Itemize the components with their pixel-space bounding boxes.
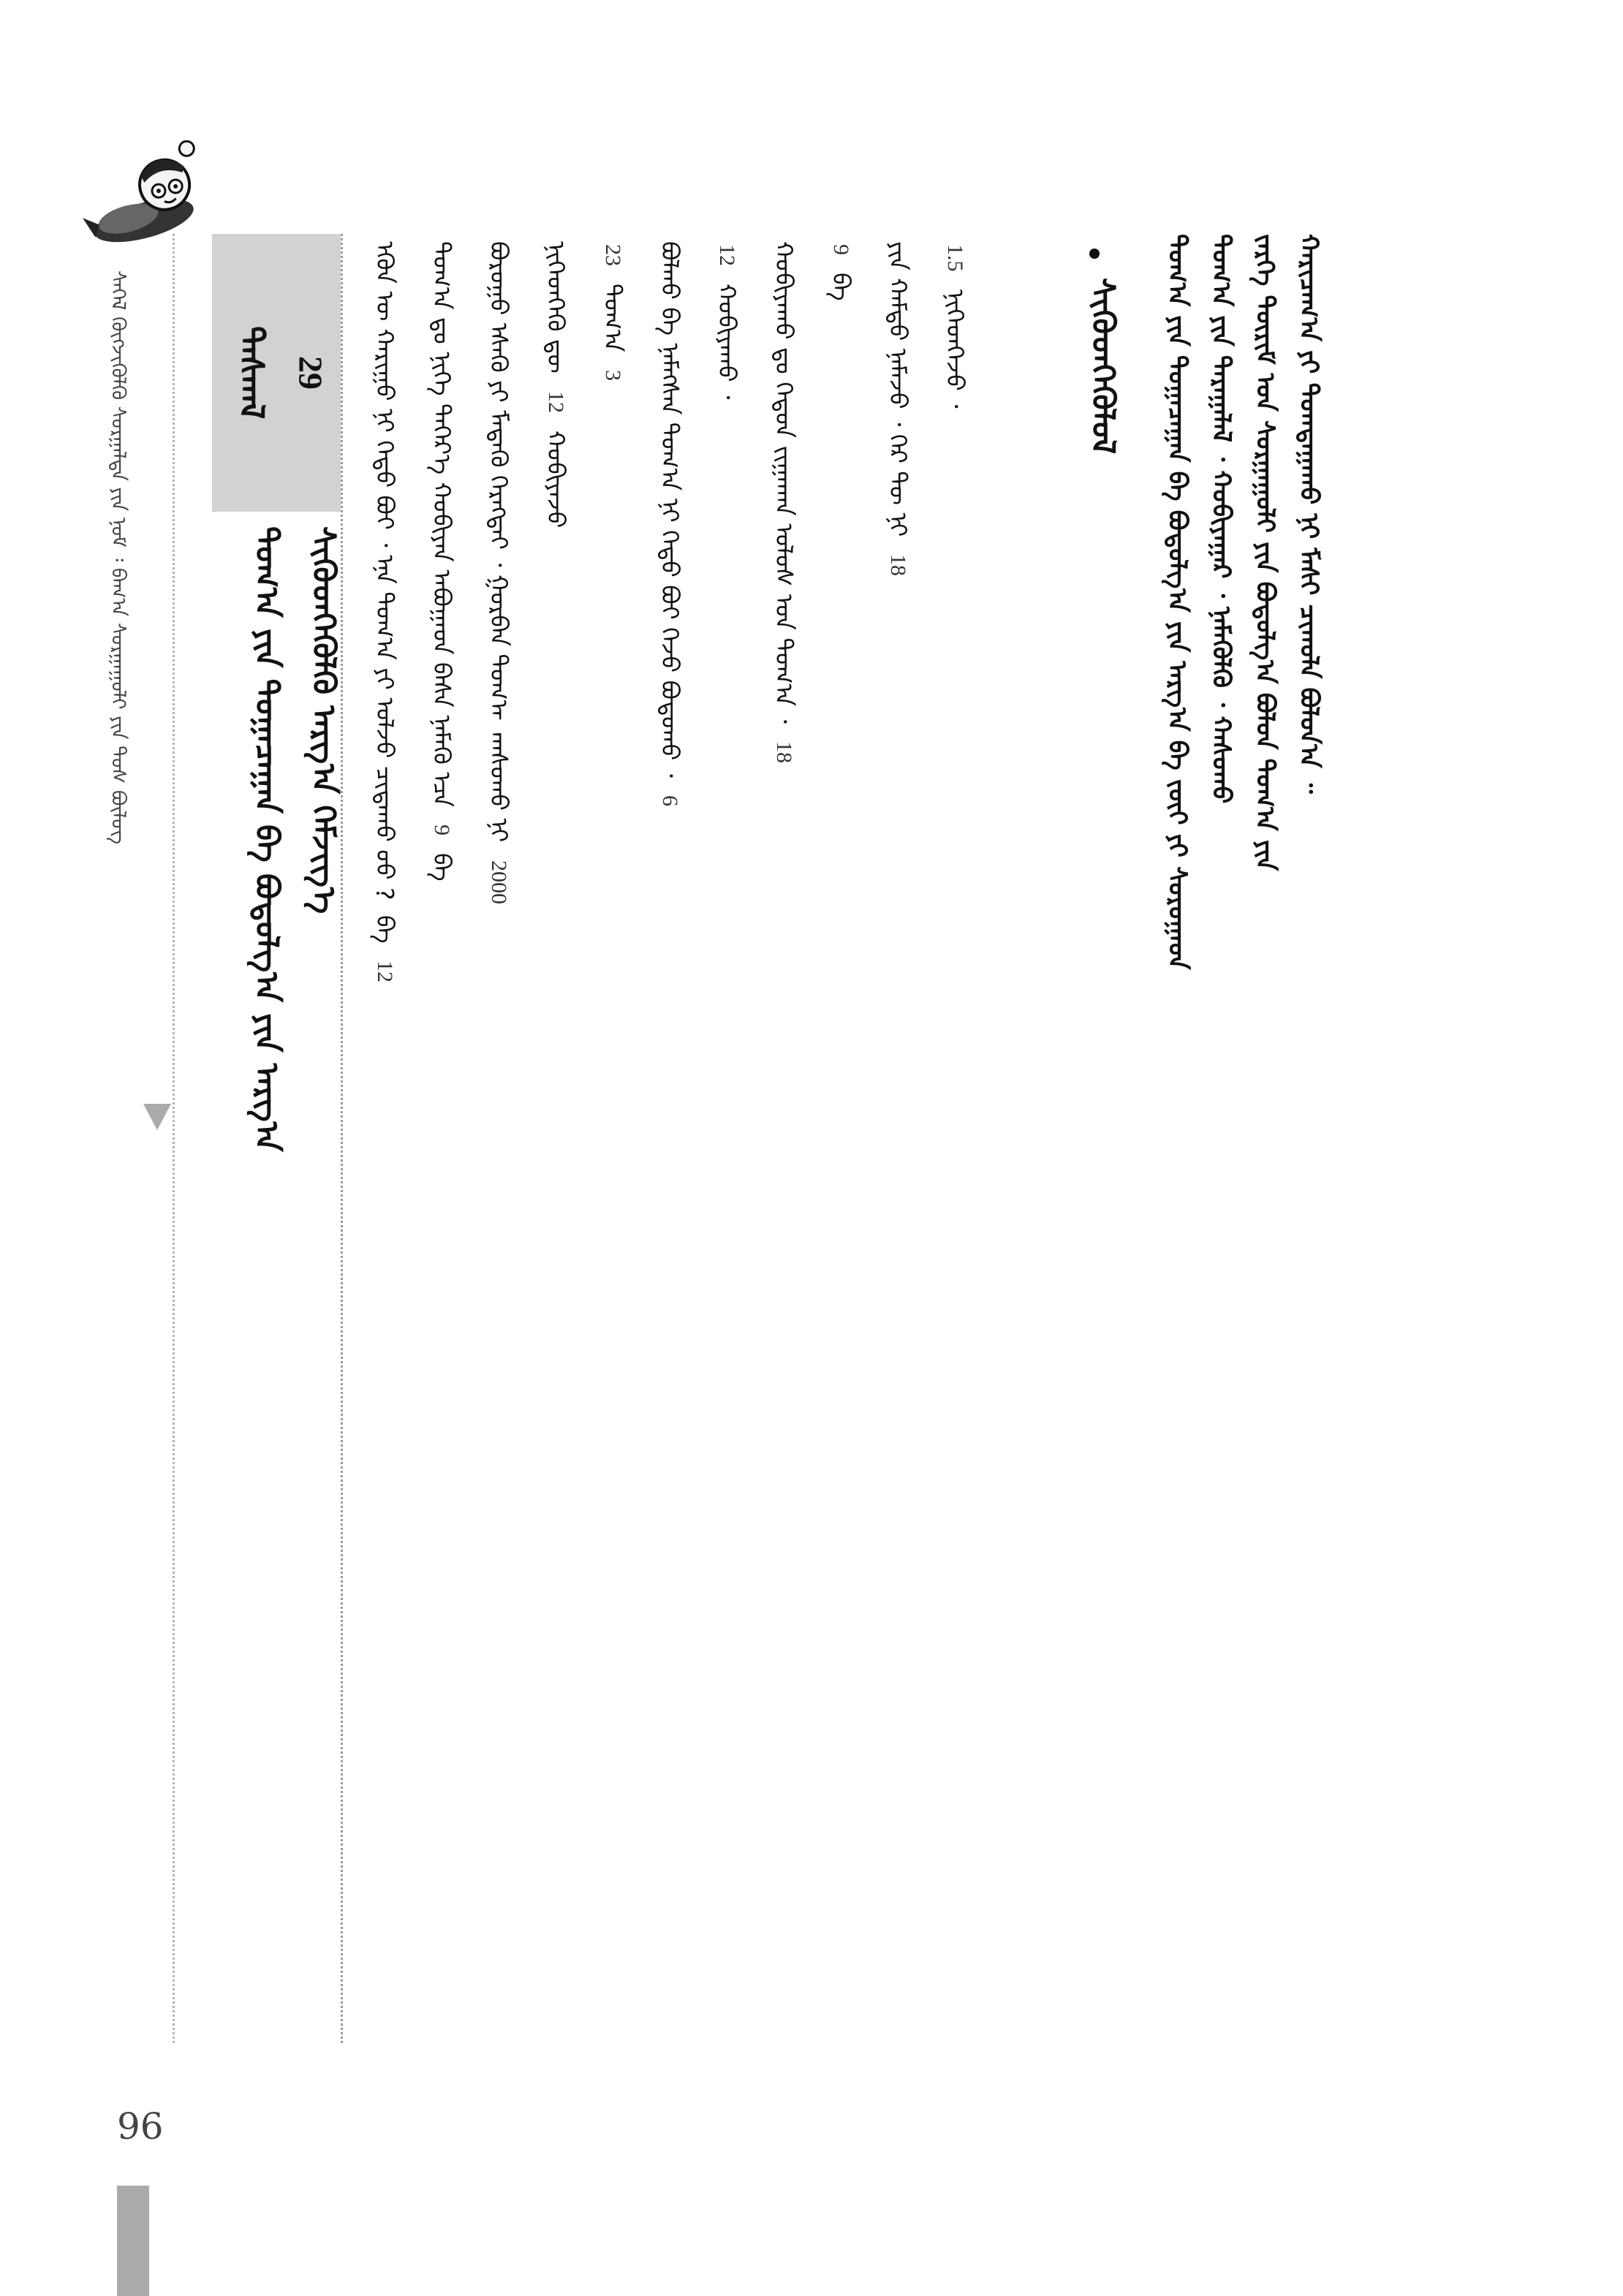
- body-column: [943, 234, 967, 2047]
- body-text: ᠪᠠ: [371, 914, 399, 944]
- body-text: ᠪᠠ: [827, 273, 855, 301]
- body-text: ᠲᠤᠭ᠎ᠠ ᠳᠤ ᠨᠢᠭᠡ ᠳᠡᠭᠡᠷ᠎ᠡ ᠬᠤᠪᠢᠶᠠᠨ ᠠᠪᠤᠭᠠᠳ ᠪᠠᠰᠠ ᠨᠡᠮᠡᠬᠦ ᠡᠴᠡ: [428, 241, 456, 808]
- body-number: 1.5: [943, 244, 967, 272]
- body-text: ᠨᠢᠭᠡᠳᠬᠡᠵᠦ ᠂: [941, 289, 969, 409]
- section-heading: ᠰᠢᠭᠦᠳᠬᠡᠭᠦᠯᠦᠯ: [1084, 278, 1121, 455]
- body-column: [487, 234, 511, 2047]
- header-arrow-icon: [143, 1104, 171, 1130]
- body-column: [886, 234, 910, 2047]
- body-text: ᠡᠭᠦᠨ ᠦ ᠬᠠᠷᠢᠭᠤ ᠨᠢ ᠬᠡᠳᠦ ᠪᠤᠢ ᠂ ᠡᠨᠡ ᠲᠣᠭ᠎ᠠ ᠶᠢ ᠣᠯᠵᠤ ᠴᠢᠳᠠᠬᠤ ᠤᠤ ?: [371, 241, 399, 901]
- body-text: ᠲᠣᠭ᠎ᠠ: [599, 284, 627, 352]
- intro-line: ᠲᠤᠭ᠎ᠠ ᠶᠢᠨ ᠲᠣᠭᠠᠴᠠᠭᠠᠨ ᠪᠠ ᠪᠣᠳᠣᠯᠭ᠎ᠠ ᠶᠢᠨ ᠠᠷᠭ᠎ᠠ ᠪᠠ ᠵᠦᠢ ᠶᠢ ᠰᠤᠷᠤᠭᠠᠳ: [1162, 234, 1192, 970]
- body-text: ᠶᠢᠨ ᠬᠠᠮᠲᠤ ᠨᠡᠮᠡᠵᠦ ᠂ ᠭᠡᠷ ᠲᠦ ᠨᠢ: [884, 241, 912, 537]
- body-text: ᠨᠢᠭᠡᠳᠬᠡᠬᠦ ᠳᠦ: [542, 241, 570, 374]
- body-number: 3: [601, 369, 625, 381]
- body-text: ᠬᠤᠪᠢᠶᠠᠬᠤ ᠳᠤ ᠬᠡᠳᠦᠨ ᠵᠢᠭᠠᠬᠠᠨ ᠤᠯᠤᠰ ᠤᠨ ᠲᠣᠭ᠎ᠠ ᠂: [770, 241, 798, 724]
- body-text: ᠬᠠᠰᠤᠬᠤ ᠨᠢ: [485, 733, 513, 843]
- body-number: 18: [886, 554, 910, 577]
- body-number: 2000: [487, 860, 511, 904]
- page-number: 96: [117, 2105, 164, 2148]
- intro-line: ᠲᠤᠭ᠎ᠠ ᠶᠢᠨ ᠳᠠᠷᠠᠭᠠᠯᠠᠯ ᠂ ᠬᠤᠪᠢᠶᠠᠭᠠᠷ ᠂ ᠨᠡᠮᠡᠭᠦᠯᠬᠦ ᠂ ᠬᠠᠰᠤᠬᠤ: [1206, 234, 1236, 804]
- body-number: 12: [544, 390, 568, 413]
- intro-line: ᠵᠡᠷᠭᠡ ᠳᠦᠷᠢᠮ ᠤᠨ ᠰᠤᠷᠭᠠᠭᠤᠯᠢ ᠶᠢᠨ ᠪᠣᠳᠣᠯᠭ᠎ᠠ ᠪᠣᠯᠤᠨ ᠲᠣᠭ᠎ᠠ ᠶᠢᠨ: [1250, 234, 1279, 871]
- bullet-icon: [1089, 249, 1100, 259]
- problem-label: ᠳᠠᠰᠬᠠᠯ: [232, 326, 272, 420]
- body-number: 6: [658, 795, 682, 806]
- dashed-divider-left: [173, 234, 175, 2043]
- body-column: [658, 234, 682, 2047]
- body-number: 9: [430, 825, 454, 836]
- body-column: [772, 234, 796, 2047]
- body-number: 12: [373, 961, 397, 983]
- body-column: [829, 234, 853, 2047]
- problem-title-line-2: ᠰᠢᠭᠦᠳᠬᠡᠭᠦᠯᠬᠦ ᠠᠷᠭ᠎ᠠ ᠬᠡᠮᠵᠢᠭ᠎ᠡ: [305, 526, 342, 914]
- running-header: ᠰᠡᠭᠡᠯ ᠬᠥᠭᠵᠢᠭᠦᠯᠬᠦ ᠰᠤᠷᠭᠠᠯᠲᠠ ᠶᠢᠨ ᠨᠣᠮ ᠄ ᠪᠠᠭ᠎ᠠ ᠰᠤᠷᠭᠠᠭᠤᠯᠢ ᠶᠢᠨ ᠲᠤᠰ ᠪᠦᠯᠦᠭ: [107, 270, 129, 845]
- intro-paragraph: [1155, 234, 1331, 2047]
- mascot-illustration: [66, 132, 227, 270]
- intro-line: ᠬᠠᠷᠢᠴᠠᠭ᠎ᠠ ᠶᠢ ᠲᠣᠭᠲᠠᠭᠠᠬᠤ ᠨᠢ ᠮᠠᠰᠢ ᠴᠢᠬᠤᠯᠠ ᠪᠣᠯᠤᠨ᠎ᠠ ᠃: [1294, 234, 1323, 794]
- body-number: 9: [829, 244, 853, 255]
- body-column: [373, 234, 397, 2047]
- dashed-divider-right: [341, 234, 343, 2043]
- body-text: ᠪᠣᠯᠬᠤ ᠪᠠ ᠨᠡᠮᠡᠭᠰᠡᠨ ᠲᠣᠭ᠎ᠠ ᠨᠢ ᠬᠡᠳᠦ ᠪᠤᠢ ᠭᠡᠵᠦ ᠪᠣᠳᠣᠬᠤ ᠂: [656, 241, 684, 778]
- body-number: 23: [601, 244, 625, 266]
- body-column: [601, 234, 625, 2047]
- body-number: 12: [715, 244, 739, 266]
- body-column: [715, 234, 739, 2047]
- body-column: [544, 234, 568, 2047]
- problem-number-box: [212, 234, 341, 512]
- body-number: 18: [772, 740, 796, 763]
- problem-body: [373, 234, 1016, 2047]
- problem-number: 29: [292, 356, 330, 390]
- page-edge-tab: [117, 2186, 149, 2296]
- problem-title-line-1: ᠲᠤᠭ᠎ᠠ ᠶᠢᠨ ᠲᠣᠭᠠᠴᠠᠭᠠᠨ ᠪᠠ ᠪᠣᠳᠣᠯᠭ᠎ᠠ ᠶᠢᠨ ᠠᠷᠭ᠎ᠠ: [248, 526, 285, 1152]
- body-text: ᠬᠤᠪᠢᠶᠠᠬᠤ ᠂: [713, 284, 741, 400]
- body-text: ᠪᠠ: [428, 853, 456, 882]
- body-text: ᠬᠤᠪᠢᠶᠠᠵᠤ: [542, 430, 570, 528]
- body-text: ᠪᠤᠷᠤᠭᠤ ᠡᠰᠡᠬᠦ ᠶᠢ ᠮᠡᠳᠡᠬᠦ ᠬᠡᠷᠡᠭᠲᠡᠢ ᠂ ᠭᠤᠷᠪᠠᠨ ᠲᠣᠭ᠎ᠠ: [485, 241, 513, 719]
- body-column: [430, 234, 454, 2047]
